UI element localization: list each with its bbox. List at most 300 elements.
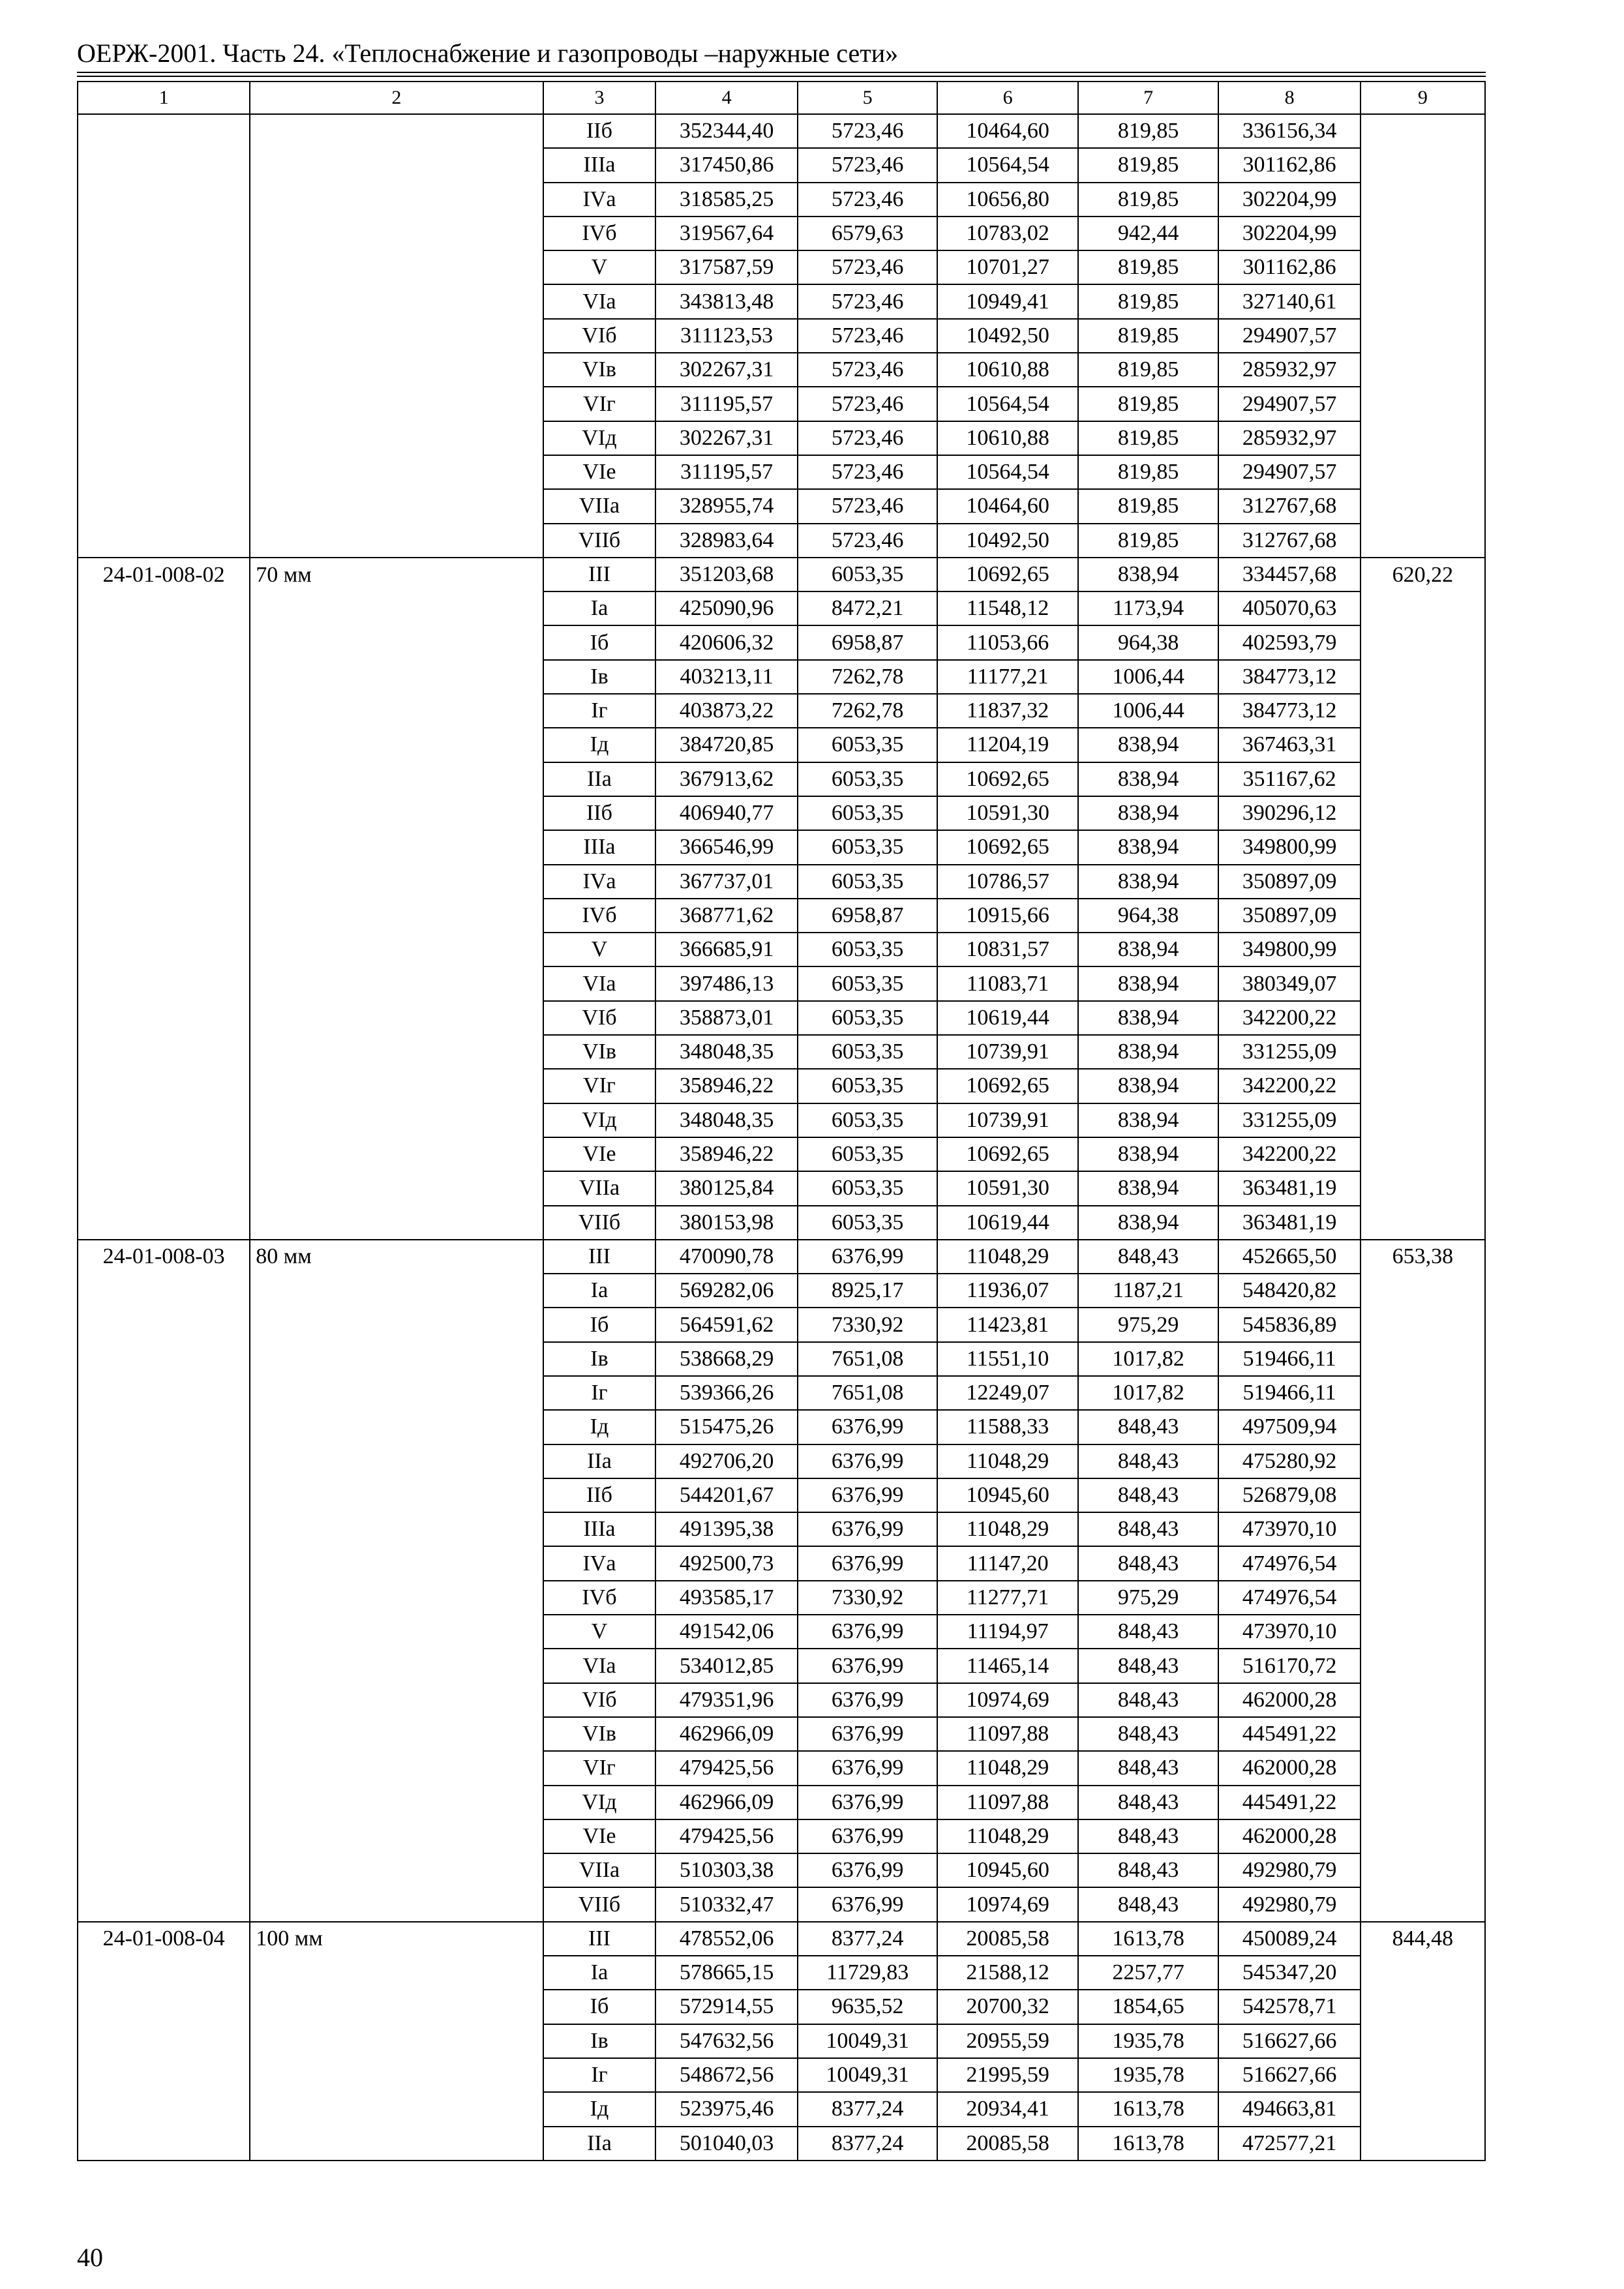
machinist-wages-cell: 1187,21	[1078, 1274, 1218, 1308]
wages-cell: 11729,83	[798, 1956, 937, 1990]
column-header: 5	[798, 82, 937, 114]
wages-cell: 6053,35	[798, 933, 937, 966]
machinist-wages-cell: 838,94	[1078, 1069, 1218, 1103]
wages-cell: 7651,08	[798, 1342, 937, 1376]
materials-cell: 390296,12	[1218, 796, 1361, 830]
wages-cell: 8925,17	[798, 1274, 937, 1308]
table-row	[78, 1274, 1485, 1308]
materials-cell: 301162,86	[1218, 250, 1361, 284]
rate-name-cell	[250, 1649, 543, 1683]
table-row	[78, 421, 1485, 455]
machinist-wages-cell: 848,43	[1078, 1819, 1218, 1853]
column-header: 9	[1361, 82, 1485, 114]
zone-cell: VIе	[543, 455, 656, 489]
materials-cell: 452665,50	[1218, 1240, 1361, 1274]
labor-total-cell	[1361, 966, 1485, 1000]
labor-total-cell	[1361, 1137, 1485, 1171]
rate-name-cell	[250, 1819, 543, 1853]
total-cost-cell: 368771,62	[655, 899, 798, 933]
rate-name-cell	[250, 114, 543, 148]
machinery-cell: 11465,14	[937, 1649, 1077, 1683]
machinist-wages-cell: 1006,44	[1078, 660, 1218, 694]
total-cost-cell: 311195,57	[655, 455, 798, 489]
machinist-wages-cell: 848,43	[1078, 1649, 1218, 1683]
rate-name-cell	[250, 353, 543, 387]
labor-total-cell	[1361, 1683, 1485, 1717]
wages-cell: 6376,99	[798, 1546, 937, 1580]
rate-code-cell	[78, 319, 250, 353]
machinery-cell: 11194,97	[937, 1615, 1077, 1649]
table-row	[78, 1444, 1485, 1478]
wages-cell: 6053,35	[798, 1137, 937, 1171]
table-row	[78, 1956, 1485, 1990]
table-row	[78, 1581, 1485, 1615]
zone-cell: Iа	[543, 591, 656, 625]
wages-cell: 6376,99	[798, 1717, 937, 1751]
rate-code-cell	[78, 1956, 250, 1990]
zone-cell: IIб	[543, 114, 656, 148]
rate-code-cell	[78, 1751, 250, 1785]
rate-code-cell	[78, 660, 250, 694]
zone-cell: VIг	[543, 387, 656, 421]
machinist-wages-cell: 838,94	[1078, 865, 1218, 899]
machinery-cell: 10974,69	[937, 1683, 1077, 1717]
column-header: 3	[543, 82, 656, 114]
rate-name-cell	[250, 694, 543, 728]
machinery-cell: 20700,32	[937, 1990, 1077, 2024]
machinery-cell: 11097,88	[937, 1786, 1077, 1819]
machinery-cell: 11097,88	[937, 1717, 1077, 1751]
materials-cell: 367463,31	[1218, 728, 1361, 762]
total-cost-cell: 317587,59	[655, 250, 798, 284]
header-rule-double	[77, 76, 1486, 77]
machinist-wages-cell: 848,43	[1078, 1240, 1218, 1274]
rate-name-cell	[250, 1069, 543, 1103]
zone-cell: VIIб	[543, 1887, 656, 1921]
machinery-cell: 11277,71	[937, 1581, 1077, 1615]
rate-code-cell	[78, 762, 250, 796]
table-row	[78, 1035, 1485, 1069]
rate-code-cell	[78, 1171, 250, 1205]
machinist-wages-cell: 1173,94	[1078, 591, 1218, 625]
rate-name-cell	[250, 1376, 543, 1410]
machinery-cell: 10564,54	[937, 387, 1077, 421]
total-cost-cell: 397486,13	[655, 966, 798, 1000]
table-row	[78, 1922, 1485, 1956]
total-cost-cell: 534012,85	[655, 1649, 798, 1683]
zone-cell: VIб	[543, 1683, 656, 1717]
total-cost-cell: 547632,56	[655, 2024, 798, 2058]
table-row	[78, 1410, 1485, 1444]
rate-name-cell	[250, 183, 543, 217]
wages-cell: 6053,35	[798, 1103, 937, 1137]
total-cost-cell: 366685,91	[655, 933, 798, 966]
zone-cell: IIа	[543, 2127, 656, 2161]
rate-code-cell	[78, 489, 250, 523]
total-cost-cell: 538668,29	[655, 1342, 798, 1376]
total-cost-cell: 564591,62	[655, 1308, 798, 1341]
machinery-cell: 11147,20	[937, 1546, 1077, 1580]
materials-cell: 497509,94	[1218, 1410, 1361, 1444]
zone-cell: VIд	[543, 1786, 656, 1819]
total-cost-cell: 367913,62	[655, 762, 798, 796]
materials-cell: 334457,68	[1218, 558, 1361, 591]
rate-code-cell	[78, 524, 250, 558]
table-row	[78, 558, 1485, 591]
rate-code-cell	[78, 1683, 250, 1717]
materials-cell: 342200,22	[1218, 1137, 1361, 1171]
rate-name-cell	[250, 1546, 543, 1580]
machinery-cell: 10464,60	[937, 114, 1077, 148]
machinery-cell: 21588,12	[937, 1956, 1077, 1990]
materials-cell: 473970,10	[1218, 1512, 1361, 1546]
rate-code-cell	[78, 1990, 250, 2024]
zone-cell: IIб	[543, 796, 656, 830]
materials-cell: 350897,09	[1218, 865, 1361, 899]
rate-name-cell	[250, 387, 543, 421]
materials-cell: 516170,72	[1218, 1649, 1361, 1683]
labor-total-cell	[1361, 1990, 1485, 2024]
zone-cell: III	[543, 558, 656, 591]
total-cost-cell: 491395,38	[655, 1512, 798, 1546]
materials-cell: 402593,79	[1218, 625, 1361, 659]
total-cost-cell: 403213,11	[655, 660, 798, 694]
total-cost-cell: 302267,31	[655, 421, 798, 455]
zone-cell: VIIа	[543, 489, 656, 523]
rate-name-cell	[250, 1786, 543, 1819]
column-header: 2	[250, 82, 543, 114]
labor-total-cell	[1361, 1342, 1485, 1376]
rate-code-cell	[78, 148, 250, 182]
materials-cell: 462000,28	[1218, 1751, 1361, 1785]
table-row	[78, 524, 1485, 558]
table-row	[78, 455, 1485, 489]
wages-cell: 5723,46	[798, 284, 937, 318]
table-row	[78, 1751, 1485, 1785]
table-row	[78, 694, 1485, 728]
table-row	[78, 217, 1485, 250]
materials-cell: 475280,92	[1218, 1444, 1361, 1478]
machinery-cell: 10692,65	[937, 1137, 1077, 1171]
total-cost-cell: 462966,09	[655, 1786, 798, 1819]
machinist-wages-cell: 942,44	[1078, 217, 1218, 250]
labor-total-cell	[1361, 1478, 1485, 1512]
machinist-wages-cell: 964,38	[1078, 899, 1218, 933]
machinery-cell: 11048,29	[937, 1240, 1077, 1274]
machinist-wages-cell: 848,43	[1078, 1546, 1218, 1580]
labor-total-cell	[1361, 387, 1485, 421]
machinery-cell: 10591,30	[937, 796, 1077, 830]
materials-cell: 384773,12	[1218, 660, 1361, 694]
rate-code-cell	[78, 114, 250, 148]
labor-total-cell	[1361, 1001, 1485, 1035]
rate-name-cell	[250, 1956, 543, 1990]
machinist-wages-cell: 819,85	[1078, 387, 1218, 421]
zone-cell: VIе	[543, 1819, 656, 1853]
rate-code-cell	[78, 1001, 250, 1035]
header-rule	[77, 72, 1486, 73]
rate-name-cell	[250, 455, 543, 489]
materials-cell: 473970,10	[1218, 1615, 1361, 1649]
labor-total-cell	[1361, 1956, 1485, 1990]
machinist-wages-cell: 838,94	[1078, 1001, 1218, 1035]
machinery-cell: 20085,58	[937, 1922, 1077, 1956]
wages-cell: 5723,46	[798, 250, 937, 284]
table-row	[78, 1717, 1485, 1751]
total-cost-cell: 317450,86	[655, 148, 798, 182]
wages-cell: 5723,46	[798, 183, 937, 217]
wages-cell: 6053,35	[798, 865, 937, 899]
wages-cell: 6958,87	[798, 899, 937, 933]
labor-total-cell	[1361, 1887, 1485, 1921]
machinist-wages-cell: 819,85	[1078, 250, 1218, 284]
machinery-cell: 10831,57	[937, 933, 1077, 966]
rate-name-cell	[250, 1342, 543, 1376]
materials-cell: 545347,20	[1218, 1956, 1361, 1990]
rate-code-cell	[78, 933, 250, 966]
machinist-wages-cell: 838,94	[1078, 1206, 1218, 1240]
labor-total-cell	[1361, 1853, 1485, 1887]
table-row	[78, 1103, 1485, 1137]
machinery-cell: 10701,27	[937, 250, 1077, 284]
zone-cell: VIIб	[543, 524, 656, 558]
materials-cell: 351167,62	[1218, 762, 1361, 796]
zone-cell: Iг	[543, 2058, 656, 2092]
rate-code-cell	[78, 2092, 250, 2126]
rate-code-cell	[78, 694, 250, 728]
materials-cell: 492980,79	[1218, 1887, 1361, 1921]
rate-code-cell	[78, 455, 250, 489]
rate-code-cell	[78, 1581, 250, 1615]
rate-code-cell	[78, 1137, 250, 1171]
labor-total-cell	[1361, 2024, 1485, 2058]
labor-total-cell	[1361, 284, 1485, 318]
materials-cell: 472577,21	[1218, 2127, 1361, 2161]
rate-name-cell	[250, 1410, 543, 1444]
materials-cell: 462000,28	[1218, 1683, 1361, 1717]
zone-cell: Iб	[543, 625, 656, 659]
total-cost-cell: 384720,85	[655, 728, 798, 762]
column-header: 4	[655, 82, 798, 114]
zone-cell: VIв	[543, 1035, 656, 1069]
machinist-wages-cell: 819,85	[1078, 421, 1218, 455]
rate-code-cell	[78, 1069, 250, 1103]
rate-code-cell	[78, 625, 250, 659]
labor-total-cell	[1361, 1751, 1485, 1785]
labor-total-cell	[1361, 1103, 1485, 1137]
wages-cell: 6376,99	[798, 1786, 937, 1819]
table-row	[78, 183, 1485, 217]
machinery-cell: 11204,19	[937, 728, 1077, 762]
labor-total-cell	[1361, 865, 1485, 899]
wages-cell: 8377,24	[798, 2092, 937, 2126]
zone-cell: VIд	[543, 1103, 656, 1137]
labor-total-cell	[1361, 625, 1485, 659]
machinery-cell: 10739,91	[937, 1035, 1077, 1069]
machinery-cell: 10692,65	[937, 558, 1077, 591]
rate-name-cell	[250, 591, 543, 625]
column-header: 7	[1078, 82, 1218, 114]
machinery-cell: 11083,71	[937, 966, 1077, 1000]
materials-cell: 342200,22	[1218, 1069, 1361, 1103]
labor-total-cell	[1361, 1410, 1485, 1444]
total-cost-cell: 380153,98	[655, 1206, 798, 1240]
table-row	[78, 2092, 1485, 2126]
materials-cell: 312767,68	[1218, 489, 1361, 523]
machinery-cell: 10610,88	[937, 353, 1077, 387]
rate-name-cell	[250, 284, 543, 318]
machinist-wages-cell: 819,85	[1078, 455, 1218, 489]
rate-name-cell	[250, 2127, 543, 2161]
rate-code-cell	[78, 1342, 250, 1376]
zone-cell: IIа	[543, 1444, 656, 1478]
wages-cell: 6376,99	[798, 1751, 937, 1785]
materials-cell: 331255,09	[1218, 1035, 1361, 1069]
labor-total-cell	[1361, 489, 1485, 523]
machinist-wages-cell: 838,94	[1078, 1035, 1218, 1069]
rate-code-cell	[78, 591, 250, 625]
labor-total-cell	[1361, 1581, 1485, 1615]
total-cost-cell: 358873,01	[655, 1001, 798, 1035]
labor-total-cell	[1361, 899, 1485, 933]
rate-code-cell	[78, 865, 250, 899]
rate-name-cell	[250, 319, 543, 353]
materials-cell: 301162,86	[1218, 148, 1361, 182]
labor-total-cell	[1361, 1308, 1485, 1341]
wages-cell: 7330,92	[798, 1581, 937, 1615]
materials-cell: 545836,89	[1218, 1308, 1361, 1341]
rate-name-cell: 100 мм	[250, 1922, 543, 1956]
wages-cell: 6053,35	[798, 830, 937, 864]
zone-cell: Iг	[543, 694, 656, 728]
total-cost-cell: 358946,22	[655, 1137, 798, 1171]
total-cost-cell: 523975,46	[655, 2092, 798, 2126]
wages-cell: 6376,99	[798, 1887, 937, 1921]
materials-cell: 526879,08	[1218, 1478, 1361, 1512]
table-row	[78, 387, 1485, 421]
rate-code-cell	[78, 1546, 250, 1580]
machinery-cell: 10564,54	[937, 148, 1077, 182]
rate-code-cell	[78, 1887, 250, 1921]
zone-cell: Iв	[543, 1342, 656, 1376]
total-cost-cell: 544201,67	[655, 1478, 798, 1512]
zone-cell: Iб	[543, 1990, 656, 2024]
machinery-cell: 11048,29	[937, 1751, 1077, 1785]
machinist-wages-cell: 848,43	[1078, 1444, 1218, 1478]
materials-cell: 363481,19	[1218, 1171, 1361, 1205]
zone-cell: V	[543, 250, 656, 284]
machinist-wages-cell: 1017,82	[1078, 1376, 1218, 1410]
total-cost-cell: 366546,99	[655, 830, 798, 864]
total-cost-cell: 406940,77	[655, 796, 798, 830]
machinist-wages-cell: 838,94	[1078, 830, 1218, 864]
zone-cell: VIг	[543, 1751, 656, 1785]
wages-cell: 6053,35	[798, 796, 937, 830]
labor-total-cell	[1361, 1615, 1485, 1649]
labor-total-cell	[1361, 183, 1485, 217]
materials-cell: 516627,66	[1218, 2058, 1361, 2092]
labor-total-cell	[1361, 1786, 1485, 1819]
machinery-cell: 10619,44	[937, 1206, 1077, 1240]
machinery-cell: 21995,59	[937, 2058, 1077, 2092]
rate-code-cell	[78, 1478, 250, 1512]
total-cost-cell: 420606,32	[655, 625, 798, 659]
rate-code-cell	[78, 1410, 250, 1444]
rate-name-cell	[250, 1717, 543, 1751]
zone-cell: VIг	[543, 1069, 656, 1103]
rate-code-cell	[78, 1649, 250, 1683]
table-row	[78, 1786, 1485, 1819]
machinist-wages-cell: 848,43	[1078, 1887, 1218, 1921]
table-row	[78, 899, 1485, 933]
zone-cell: IIб	[543, 1478, 656, 1512]
labor-total-cell: 844,48	[1361, 1922, 1485, 1956]
rate-name-cell	[250, 1171, 543, 1205]
table-row	[78, 489, 1485, 523]
rate-code-cell	[78, 1376, 250, 1410]
rate-name-cell	[250, 148, 543, 182]
machinist-wages-cell: 819,85	[1078, 524, 1218, 558]
labor-total-cell	[1361, 1444, 1485, 1478]
machinery-cell: 10786,57	[937, 865, 1077, 899]
table-row	[78, 1853, 1485, 1887]
rate-code-cell: 24-01-008-04	[78, 1922, 250, 1956]
machinery-cell: 11053,66	[937, 625, 1077, 659]
total-cost-cell: 302267,31	[655, 353, 798, 387]
machinery-cell: 11048,29	[937, 1512, 1077, 1546]
machinist-wages-cell: 838,94	[1078, 1171, 1218, 1205]
machinery-cell: 11588,33	[937, 1410, 1077, 1444]
column-header: 1	[78, 82, 250, 114]
machinist-wages-cell: 819,85	[1078, 284, 1218, 318]
materials-cell: 380349,07	[1218, 966, 1361, 1000]
wages-cell: 9635,52	[798, 1990, 937, 2024]
total-cost-cell: 319567,64	[655, 217, 798, 250]
wages-cell: 5723,46	[798, 387, 937, 421]
rate-name-cell	[250, 625, 543, 659]
wages-cell: 6053,35	[798, 558, 937, 591]
total-cost-cell: 492706,20	[655, 1444, 798, 1478]
rate-code-cell: 24-01-008-03	[78, 1240, 250, 1274]
rate-name-cell	[250, 830, 543, 864]
machinery-cell: 10464,60	[937, 489, 1077, 523]
rate-name-cell	[250, 1512, 543, 1546]
table-row	[78, 1171, 1485, 1205]
zone-cell: VIIб	[543, 1206, 656, 1240]
labor-total-cell	[1361, 2058, 1485, 2092]
total-cost-cell: 352344,40	[655, 114, 798, 148]
rate-code-cell	[78, 728, 250, 762]
total-cost-cell: 367737,01	[655, 865, 798, 899]
machinist-wages-cell: 848,43	[1078, 1615, 1218, 1649]
rate-name-cell	[250, 1887, 543, 1921]
rate-name-cell	[250, 217, 543, 250]
table-row	[78, 2024, 1485, 2058]
machinery-cell: 11837,32	[937, 694, 1077, 728]
machinist-wages-cell: 848,43	[1078, 1478, 1218, 1512]
wages-cell: 6376,99	[798, 1819, 937, 1853]
page-number: 40	[77, 2243, 103, 2272]
materials-cell: 294907,57	[1218, 455, 1361, 489]
machinist-wages-cell: 848,43	[1078, 1683, 1218, 1717]
zone-cell: IIIа	[543, 830, 656, 864]
total-cost-cell: 358946,22	[655, 1069, 798, 1103]
labor-total-cell	[1361, 1035, 1485, 1069]
rate-code-cell	[78, 1274, 250, 1308]
table-row	[78, 660, 1485, 694]
rate-name-cell	[250, 660, 543, 694]
machinist-wages-cell: 848,43	[1078, 1751, 1218, 1785]
